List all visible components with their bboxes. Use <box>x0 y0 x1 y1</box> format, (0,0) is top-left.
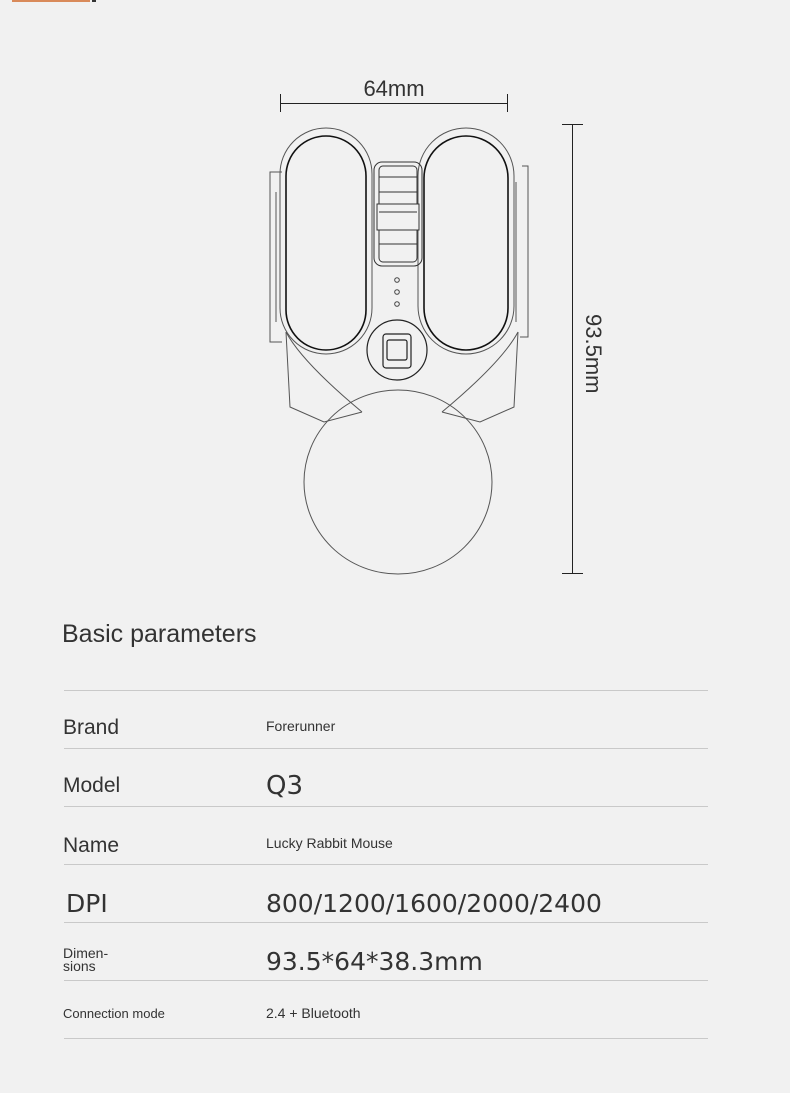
param-value: Q3 <box>266 771 304 801</box>
width-dimension-cap-right <box>507 94 508 112</box>
top-accent-mark <box>92 0 96 2</box>
mouse-body-left-edge <box>286 332 362 422</box>
param-key: Name <box>63 834 120 857</box>
param-key: Model <box>63 774 121 797</box>
right-side-tab <box>520 166 528 337</box>
height-dimension-cap-bottom <box>562 573 583 574</box>
param-key: Dimen- sions <box>63 945 109 974</box>
param-row-name <box>64 806 708 864</box>
right-ear-outer <box>418 128 514 354</box>
scroll-wheel <box>374 162 422 266</box>
width-dimension-line <box>280 103 508 104</box>
param-row-dimensions <box>64 922 708 980</box>
width-label: 64mm <box>363 76 425 101</box>
param-value: 2.4 + Bluetooth <box>266 1005 361 1021</box>
param-value: 800/1200/1600/2000/2400 <box>266 889 602 918</box>
height-label: 93.5mm <box>581 314 606 394</box>
dpi-indicator-dots <box>395 278 400 307</box>
params-table <box>64 690 708 1039</box>
param-key: Connection mode <box>63 1006 165 1021</box>
param-row-brand <box>64 690 708 748</box>
mouse-body-right-contour <box>442 332 518 412</box>
param-row-connection <box>64 980 708 1039</box>
param-key: Brand <box>63 716 120 739</box>
param-value: 93.5*64*38.3mm <box>266 947 483 976</box>
rabbit-mouse-drawing <box>262 122 542 582</box>
param-row-model <box>64 748 708 806</box>
height-dimension-line <box>572 124 573 574</box>
right-ear-button <box>424 136 508 350</box>
left-ear-outer <box>280 128 372 354</box>
height-dimension-cap-top <box>562 124 583 125</box>
param-value: Lucky Rabbit Mouse <box>266 835 393 851</box>
left-ear-button <box>286 136 366 350</box>
param-row-dpi <box>64 864 708 922</box>
width-dimension-cap-left <box>280 94 281 112</box>
dpi-button <box>367 320 427 380</box>
params-title: Basic parameters <box>62 620 257 648</box>
height-dimension <box>560 124 606 574</box>
param-value: Forerunner <box>266 718 336 734</box>
width-dimension <box>278 76 510 116</box>
param-key: DPI <box>66 889 108 918</box>
mouse-body-right-edge <box>442 332 518 422</box>
top-accent-bar <box>12 0 90 2</box>
